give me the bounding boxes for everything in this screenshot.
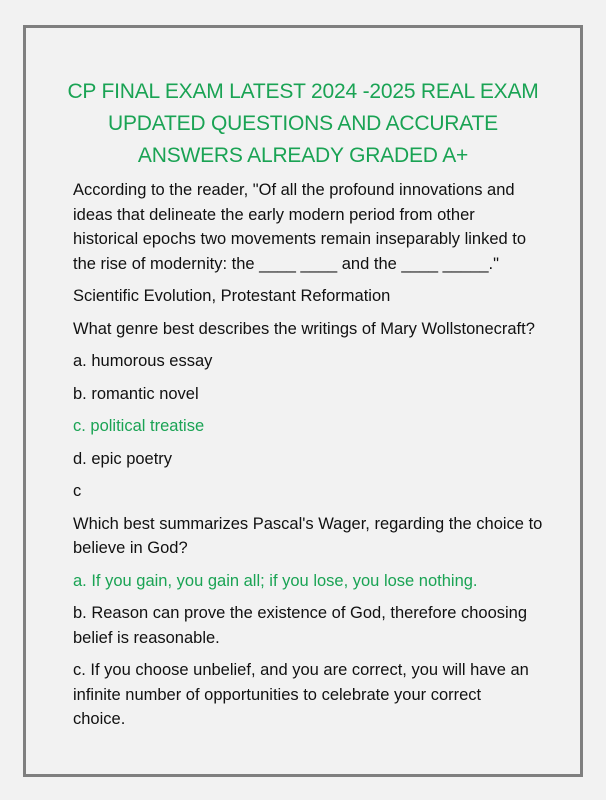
question-2-option-a: a. humorous essay (73, 352, 213, 370)
question-2-option-d: d. epic poetry (73, 449, 173, 468)
text-line: infinite number of opportunities to celebrate your correct (73, 685, 482, 704)
question-3-option-b (73, 601, 543, 650)
question-3-text (73, 512, 543, 561)
text-line: choice. (73, 710, 126, 728)
question-2-option-c-correct: c. political treatise (73, 417, 205, 435)
text-line: b. Reason can prove the existence of God, therefore choosing (73, 604, 528, 622)
question-1-text (73, 178, 543, 276)
title-line: CP FINAL EXAM LATEST 2024 -2025 REAL EXAM (67, 80, 539, 103)
text-line: c. If you choose unbelief, and you are correct, you will have an (73, 661, 529, 679)
text-line: believe in God? (73, 539, 188, 557)
question-3-option-c (73, 658, 543, 732)
question-2-text: What genre best describes the writings of Mary Wollstonecraft? (73, 319, 535, 338)
text-line: the rise of modernity: the ____ ____ and the ____ _____." (73, 254, 500, 273)
document-title (26, 76, 580, 172)
question-2-option-b: b. romantic novel (73, 384, 199, 403)
document-page (23, 25, 583, 777)
answer-2: c (73, 482, 82, 500)
text-line: Which best summarizes Pascal's Wager, regarding the choice to (73, 514, 543, 533)
title-line: ANSWERS ALREADY GRADED A+ (137, 144, 469, 167)
title-line: UPDATED QUESTIONS AND ACCURATE (108, 112, 498, 135)
text-line: historical epochs two movements remain inseparably linked to (73, 230, 527, 248)
question-3-option-a-correct: a. If you gain, you gain all; if you lose, you lose nothing. (73, 571, 478, 590)
text-line: ideas that delineate the early modern period from other (73, 205, 475, 224)
text-line: According to the reader, "Of all the profound innovations and (73, 181, 515, 199)
document-content (73, 178, 543, 740)
answer-1: Scientific Evolution, Protestant Reformation (73, 287, 391, 305)
text-line: belief is reasonable. (73, 628, 220, 647)
